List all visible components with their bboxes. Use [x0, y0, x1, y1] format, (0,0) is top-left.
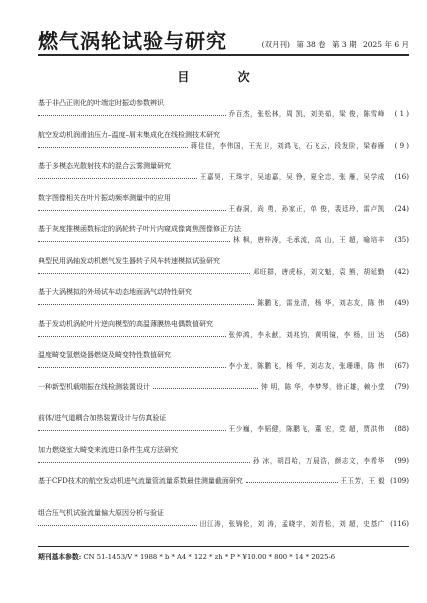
leader-dots [38, 210, 226, 211]
parameters-text: CN 51-1453/V * 1988 * b * A4 * 122 * zh * P * ¥10.00 * 800 * 14 * 2025-6 [83, 553, 336, 561]
article-authors: 孙 冰，胡昌哈，万晨浩，颜志文，李希华 [252, 456, 385, 465]
article-title: 一种新型机载喘振在线检测装置设计 [38, 382, 150, 391]
article-title: 航空发动机润滑油压力–温度–屑末集成化在线检测技术研究 [38, 130, 220, 139]
article-authors: 乔百杰，张松林，周 凯，刘美茹，梁 俊，陈雪峰 [228, 110, 385, 118]
article-authors: 张仲鸿，李永献，刘兆钧，黄明镜，李 杨，田 达 [228, 330, 385, 339]
volume-label: 第 38 卷 [296, 40, 326, 49]
article-authors: 李小龙，陈鹏飞，杨 华，刘志友，张珊珊，陈 伟 [228, 362, 385, 370]
article-authors: 王少巍，李韬健，陈鹏飞，董 宏，党 超，贾洪伟 [228, 425, 385, 433]
leader-dots [38, 241, 230, 242]
article-title: 加力燃烧室大畸变来流进口条件生成方法研究 [38, 445, 178, 454]
page-number: (116) [390, 519, 409, 528]
article-authors: 王玉芳，王 毅 [340, 477, 385, 485]
article-authors: 林 枫，唐梓涛，毛承流，高 山，王 超，喻培丰 [233, 236, 385, 244]
leader-dots [38, 115, 226, 116]
article-title: 数字图像相关在叶片振动频率测量中的应用 [38, 193, 171, 202]
toc-entry[interactable] [38, 508, 409, 540]
toc-entry[interactable] [38, 350, 409, 382]
journal-header [38, 26, 409, 56]
page-number: (109) [390, 477, 409, 485]
toc-heading: 目 次 [177, 70, 272, 84]
article-title: 基于灰度推模函数标定的涡轮转子叶片内窥成像离焦图像修正方法 [38, 225, 241, 233]
article-title: 基于大涡模拟的外场试车动态地面涡气动特性研究 [38, 288, 192, 296]
page-number: (49) [394, 299, 409, 307]
article-title: 温度畸变氢燃烧器燃烧及畸变特性数值研究 [38, 351, 171, 359]
table-of-contents [38, 98, 409, 539]
article-authors: 钟 明，陈 华，李梦琴，徐正雄，赖小堂 [261, 382, 385, 391]
issue-info [258, 40, 409, 52]
leader-dots [38, 273, 250, 274]
page-number: (16) [394, 173, 409, 181]
article-title: 基于CFD技术的航空发动机进气流量管流量系数最佳测量截面研究 [38, 477, 243, 485]
leader-dots [38, 304, 254, 305]
leader-dots [38, 430, 226, 431]
article-title: 组合压气机试验流量偏大原因分析与验证 [38, 508, 164, 517]
article-authors: 王嘉昊，王珠宇，吴迪嘉，吴 铮，夏全忠，张 雁，吴学成 [199, 173, 385, 181]
leader-dots [246, 482, 338, 483]
page-number: (58) [394, 330, 409, 339]
toc-entry[interactable] [38, 224, 409, 256]
journal-title: 燃气涡轮试验与研究 [38, 29, 227, 53]
page-number: (67) [394, 362, 409, 370]
toc-entry[interactable] [38, 319, 409, 351]
page-number: (42) [394, 267, 409, 276]
leader-dots [38, 147, 188, 148]
toc-entry[interactable] [38, 98, 409, 130]
article-authors: 蒋佳佳，李伟国，王光卫，刘鸿飞，石飞云，段发阶，梁春雁 [190, 141, 385, 150]
toc-entry[interactable] [38, 445, 409, 477]
page-number: ( 9 ) [394, 141, 409, 150]
frequency-label: (双月刊) [261, 40, 290, 49]
toc-entry[interactable] [38, 287, 409, 319]
toc-entry[interactable] [38, 382, 409, 414]
leader-dots [38, 178, 197, 179]
leader-dots [38, 367, 226, 368]
page-number: (88) [394, 425, 409, 433]
article-title: 基于非凸正则化的叶端定时振动参数辨识 [38, 99, 164, 107]
leader-dots [38, 525, 197, 526]
toc-entry[interactable] [38, 130, 409, 162]
article-authors: 王春洞，尚 勇，孙家正，单 俊，裴廷玲，雷卢凯 [228, 204, 385, 213]
issue-label: 第 3 期 [332, 40, 357, 49]
page-number: (99) [394, 456, 409, 465]
toc-entry[interactable] [38, 413, 409, 445]
toc-entry[interactable] [38, 193, 409, 225]
article-authors: 邓旺群，唐虎标，刘文魁，袁 熊，胡延勤 [252, 267, 385, 276]
page-number: ( 1 ) [394, 110, 409, 118]
page-number: (24) [394, 204, 409, 213]
article-title: 基于多模态光散射技术的混合云雾测量研究 [38, 162, 171, 170]
parameters-label: 期刊基本参数: [38, 553, 82, 561]
toc-entry[interactable] [38, 476, 409, 508]
page-number: (35) [394, 236, 409, 244]
leader-dots [153, 388, 258, 389]
leader-dots [38, 462, 250, 463]
article-title: 前体/进气道耦合加热装置设计与仿真验证 [38, 414, 167, 422]
toc-entry[interactable] [38, 256, 409, 288]
page-number: (79) [394, 382, 409, 391]
article-title: 典型民用涡轴发动机燃气发生器转子风车转速模拟试验研究 [38, 256, 220, 265]
leader-dots [38, 336, 226, 337]
date-label: 2025 年 6 月 [362, 40, 409, 49]
journal-parameters [38, 546, 409, 562]
article-title: 基于发动机涡轮叶片逆向模型的高温薄膜热电偶数值研究 [38, 319, 213, 328]
toc-entry[interactable] [38, 161, 409, 193]
article-authors: 田江涛，张锦伦，刘 涛，孟晓宇，刘青松，刘 超，史基广 [199, 519, 385, 528]
article-authors: 陈鹏飞，雷龙清，杨 华，刘志友，陈 伟 [257, 299, 385, 307]
